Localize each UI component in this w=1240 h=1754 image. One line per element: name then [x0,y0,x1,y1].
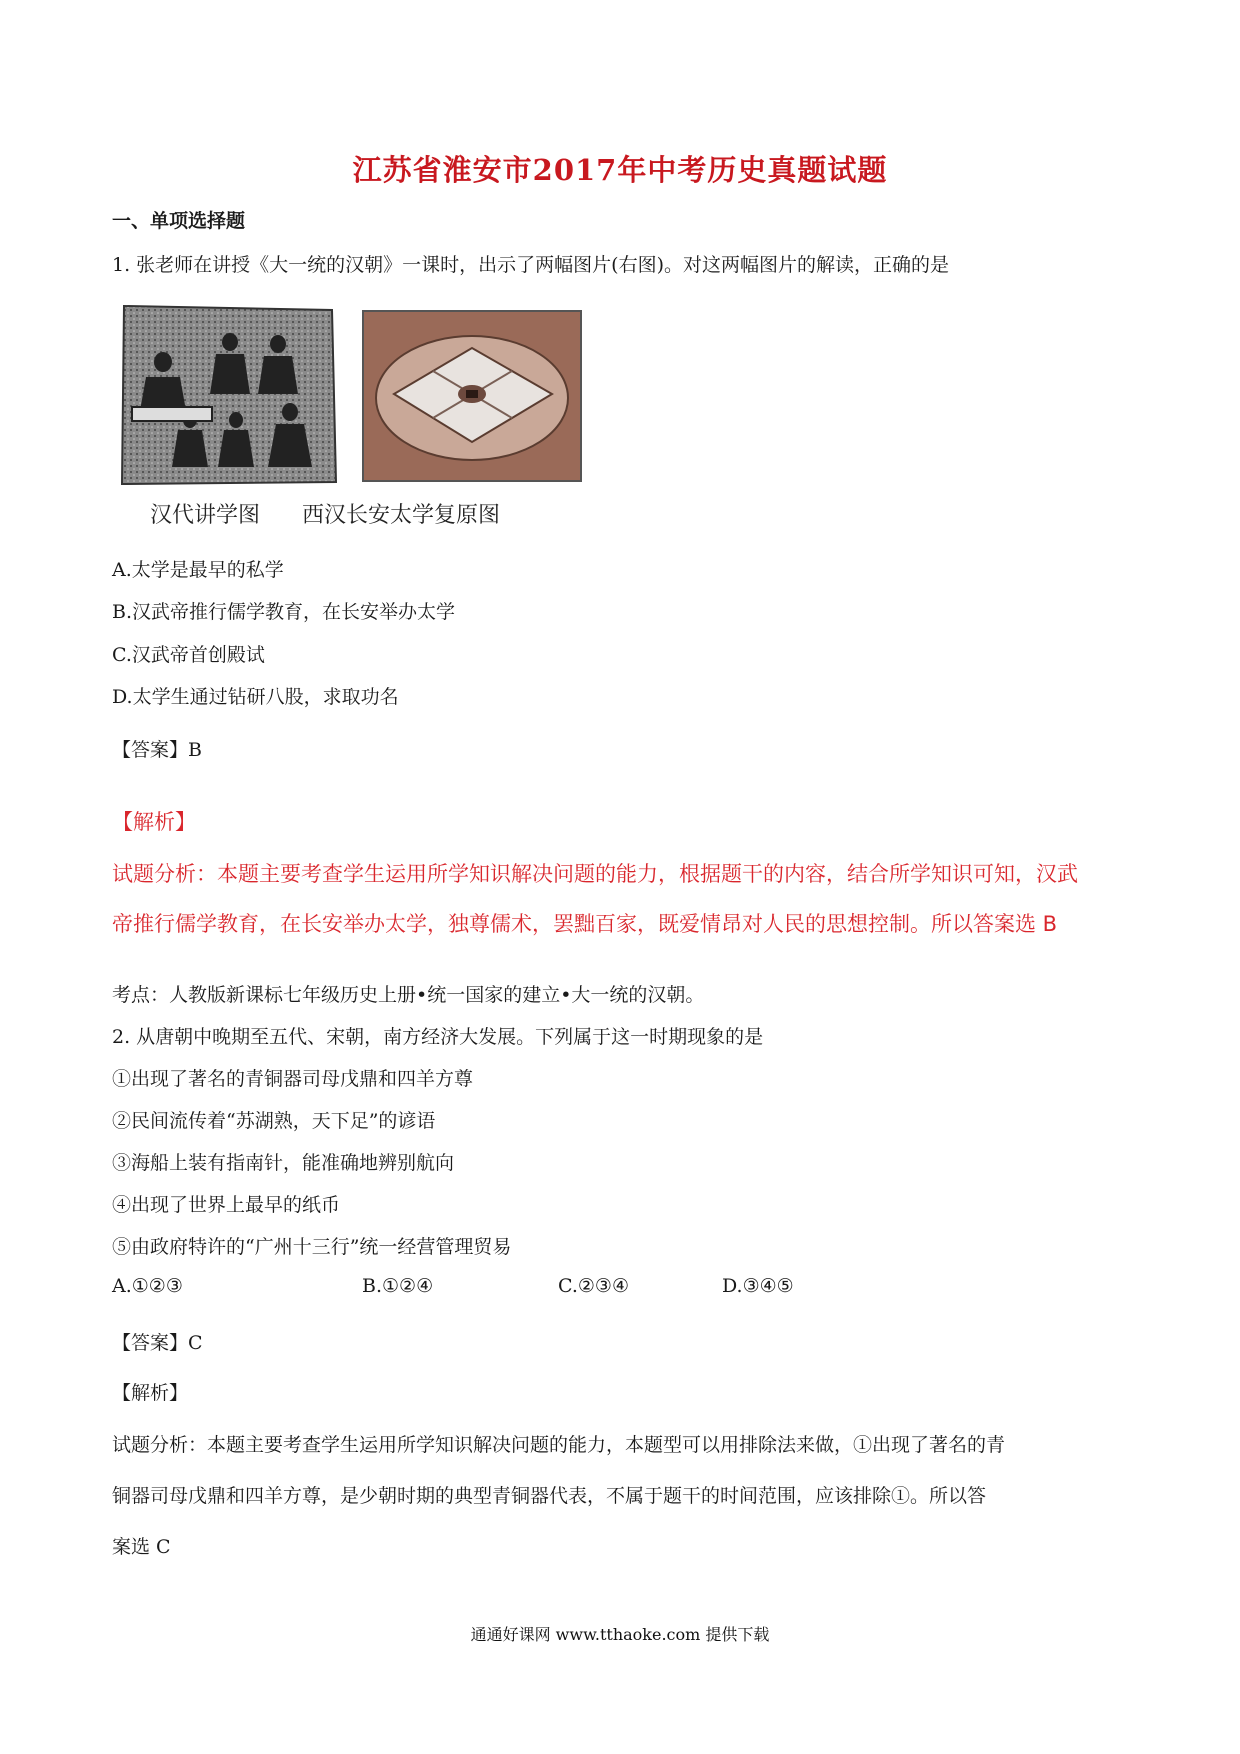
q1-option-d: D.太学生通过钻研八股，求取功名 [112,686,399,708]
q2-statement: ⑤由政府特许的“广州十三行”统一经营管理贸易 [112,1236,512,1258]
q2-statement: ③海船上装有指南针，能准确地辨别航向 [112,1152,455,1174]
q1-option-c: C.汉武帝首创殿试 [112,644,265,666]
q2-answer: 【答案】C [112,1332,203,1354]
changan-imperial-academy-image [362,310,582,482]
q1-answer: 【答案】B [112,739,202,761]
q2-analysis-line: 铜器司母戊鼎和四羊方尊，是少朝时期的典型青铜器代表，不属于题干的时间范围，应该排除①。所以答 [112,1485,987,1507]
q2-analysis-line: 案选 C [112,1536,171,1558]
caption-han-lecture: 汉代讲学图 [150,503,261,528]
page-title: 江苏省淮安市2017年中考历史真题试题 [352,153,888,187]
q2-statement: ①出现了著名的青铜器司母戊鼎和四羊方尊 [112,1068,474,1090]
han-lecture-image [118,302,338,487]
q2-statement: ④出现了世界上最早的纸币 [112,1194,341,1216]
section-heading: 一、单项选择题 [112,210,246,232]
question-2-stem: 2. 从唐朝中晚期至五代、宋朝，南方经济大发展。下列属于这一时期现象的是 [112,1026,764,1048]
q1-option-a: A.太学是最早的私学 [112,559,284,581]
question-1-stem: 1. 张老师在讲授《大一统的汉朝》一课时，出示了两幅图片(右图)。对这两幅图片的解读，正确的是 [112,254,949,276]
caption-changan-academy: 西汉长安太学复原图 [302,503,501,528]
q2-option-c: C.②③④ [558,1275,629,1297]
q2-statement: ②民间流传着“苏湖熟，天下足”的谚语 [112,1110,436,1132]
q2-option-b: B.①②④ [362,1275,434,1297]
q1-option-b: B.汉武帝推行儒学教育，在长安举办太学 [112,601,456,623]
q2-option-d: D.③④⑤ [722,1275,794,1297]
q1-analysis-line: 帝推行儒学教育，在长安举办太学，独尊儒术，罢黜百家，既爱情昂对人民的思想控制。所以答案选 B [112,912,1058,936]
page-footer: 通通好课网 www.tthaoke.com 提供下载 [470,1625,770,1644]
q2-analysis-line: 试题分析：本题主要考查学生运用所学知识解决问题的能力，本题型可以用排除法来做，①出现了著名的青 [112,1434,1006,1456]
q2-analysis-heading: 【解析】 [112,1382,189,1404]
q1-knowledge-point: 考点：人教版新课标七年级历史上册•统一国家的建立•大一统的汉朝。 [112,984,705,1006]
q2-option-a: A.①②③ [112,1275,183,1297]
q1-analysis-line: 试题分析：本题主要考查学生运用所学知识解决问题的能力，根据题干的内容，结合所学知识可知，汉武 [112,862,1078,886]
q1-analysis-heading: 【解析】 [112,810,196,834]
